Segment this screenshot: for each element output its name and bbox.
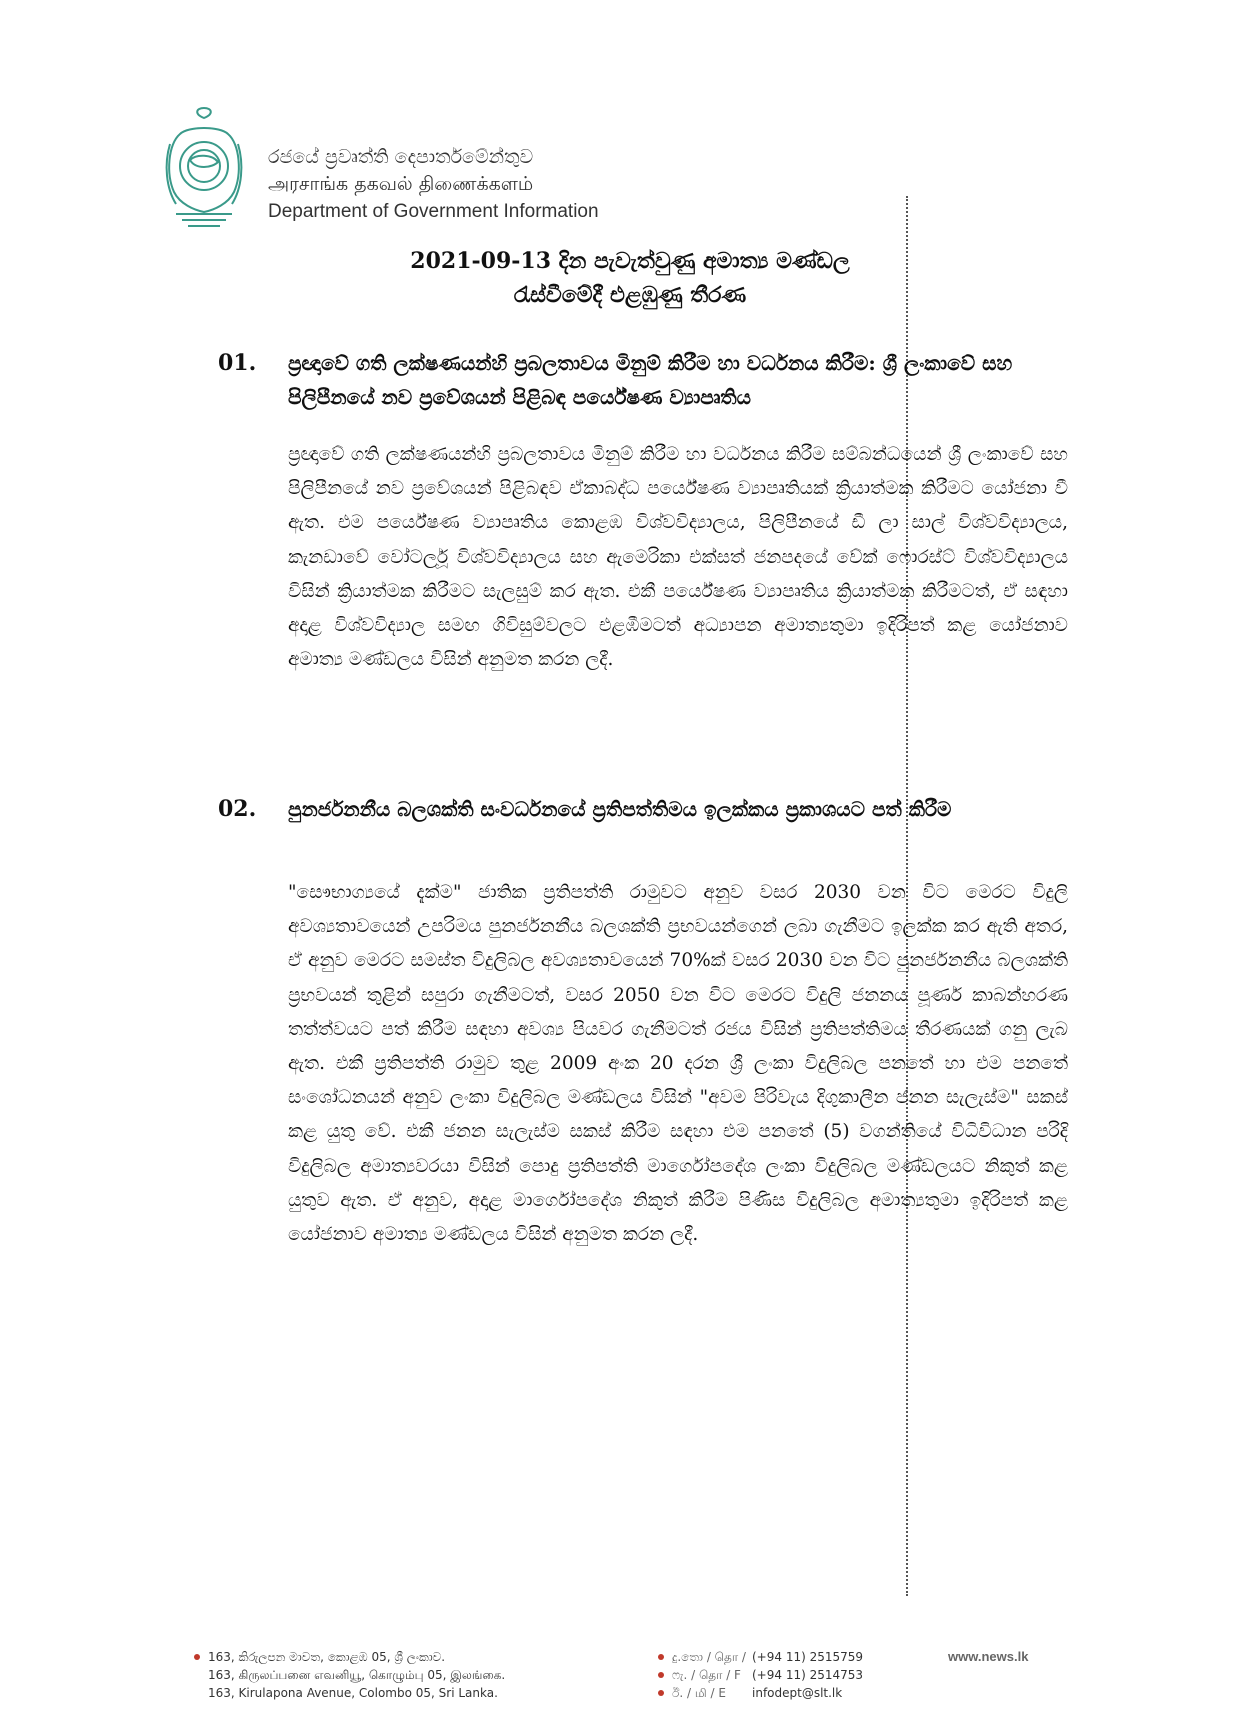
phone-number: (+94 11) 2515759 xyxy=(752,1650,864,1664)
address-english: 163, Kirulapona Avenue, Colombo 05, Sri Lanka. xyxy=(208,1686,498,1700)
bullet-dot-icon xyxy=(658,1672,664,1678)
bullet-dot-icon xyxy=(658,1654,664,1660)
document-title xyxy=(300,244,960,312)
bullet-spacer xyxy=(194,1690,200,1696)
footer-website: www.news.lk xyxy=(948,1649,1029,1664)
address-sinhala: 163, කිරුලපන මාවත, කොළඹ 05, ශ්‍රී ලංකාව. xyxy=(208,1650,446,1664)
item-heading: ප්‍රඥාවේ ගති ලක්ෂණයන්හි ප්‍රබලතාවය මිනුම් කිරීම හා වර්ධනය කිරීම: ශ්‍රී ලංකාවේ සහ පිලිපීනයේ නව ප්‍රවේශයන් පිළිබඳ පර්යේෂණ ව්‍යාපෘතිය xyxy=(288,351,1013,409)
bullet-dot-icon xyxy=(658,1690,664,1696)
department-name-english: Department of Government Information xyxy=(268,201,599,222)
footer-contacts xyxy=(658,1648,863,1702)
phone-label: දු.තො / தொ / xyxy=(672,1650,746,1664)
title-line-1: 2021-09-13 දින පැවැත්වුණු අමාත්‍ය මණ්ඩල xyxy=(410,248,850,274)
department-name-tamil: அரசாங்க தகவல் திணைக்களம் xyxy=(268,173,534,195)
item-body: ප්‍රඥාවේ ගති ලක්ෂණයන්හි ප්‍රබලතාවය මිනුම් කිරීම හා වර්ධනය කිරීම සම්බන්ධයෙන් ශ්‍රී ලංකාවේ සහ පිලිපීනයේ නව ප්‍රවේශයන් පිළිබඳව ඒකාබද්ධ පර්යේෂණ ව්‍යාපෘතියක් ක්‍රියාත්මක කිරීමට යෝජනා වී ඇත. එම පර්යේෂණ ව්‍යාපෘතිය කොළඹ විශ්වවිද්‍යාලය, පිලිපීනයේ ඩී ලා සාල් විශ්වවිද්‍යාලය, කැනඩාවේ වෝටර්ලූ විශ්වවිද්‍යාලය සහ ඇමෙරිකා එක්සත් ජනපදයේ වේක් ෆොරස්ට් විශ්වවිද්‍යාලය විසින් ක්‍රියාත්මක කිරීමට සැලසුම් කර ඇත. එකී පර්යේෂණ ව්‍යාපෘතිය ක්‍රියාත්මක කිරීමටත්, ඒ සඳහා අදාළ විශ්වවිද්‍යාල සමඟ ගිවිසුම්වලට එළඹීමටත් අධ්‍යාපන අමාත්‍යතුමා ඉදිරිපත් කළ යෝජනාව අමාත්‍ය මණ්ඩලය විසින් අනුමත කරන ලදී. xyxy=(288,444,1068,671)
item-number: 01. xyxy=(218,350,257,376)
fax-number: (+94 11) 2514753 xyxy=(752,1668,864,1682)
department-name-block xyxy=(268,144,599,225)
bullet-spacer xyxy=(194,1672,200,1678)
item-number: 02. xyxy=(218,796,257,822)
footer-address xyxy=(194,1648,505,1702)
email-label: ඊ. / மி / E xyxy=(672,1686,726,1700)
item-heading: පුනර්ජනනීය බලශක්ති සංවර්ධනයේ ප්‍රතිපත්තිමය ඉලක්කය ප්‍රකාශයට පත් කිරීම xyxy=(288,797,952,821)
fax-label: ෆැ. / தொ / F xyxy=(672,1668,741,1682)
bullet-dot-icon xyxy=(194,1654,200,1660)
email-address: infodept@slt.lk xyxy=(752,1686,843,1700)
department-name-sinhala: රජයේ ප්‍රවෘත්ති දෙපාර්තමේන්තුව xyxy=(268,146,534,168)
address-tamil: 163, கிருலப்பனை எவனியூ, கொழும்பு 05, இலங்கை. xyxy=(208,1668,506,1682)
item-body: "සෞභාග්‍යයේ දැක්ම" ජාතික ප්‍රතිපත්ති රාමුවට අනුව වසර 2030 වන විට මෙරට විදුලි අවශ්‍යතාවයෙන් උපරිමය පුනර්ජනනීය බලශක්ති ප්‍රභවයන්ගෙන් ලබා ගැනීමට ඉලක්ක කර ඇති අතර, ඒ අනුව මෙරට සමස්ත විදුලිබල අවශ්‍යතාවයෙන් 70%ක් වසර 2030 වන විට පුනර්ජනනීය බලශක්ති ප්‍රභවයන් තුළින් සපුරා ගැනීමටත්, වසර 2050 වන විට මෙරට විදුලි ජනනය පූර්ණ කාබන්හරණ තත්ත්වයට පත් කිරීම සඳහා අවශ්‍ය පියවර ගැනීමටත් රජය විසින් ප්‍රතිපත්තිමය තීරණයක් ගනු ලැබ ඇත. එකී ප්‍රතිපත්ති රාමුව තුළ 2009 අංක 20 දරන ශ්‍රී ලංකා විදුලිබල පනතේ හා එම පනතේ සංශෝධනයන් අනුව ලංකා විදුලිබල මණ්ඩලය විසින් "අවම පිරිවැය දිගුකාලීන ජනන සැලැස්ම" සකස් කළ යුතු වේ. එකී ජනන සැලැස්ම සකස් කිරීම සඳහා එම පනතේ (5) වගන්තියේ විධිවිධාන පරිදි විදුලිබල අමාත්‍යවරයා විසින් පොදු ප්‍රතිපත්ති මාර්ගෝපදේශ ලංකා විදුලිබල මණ්ඩලයට නිකුත් කළ යුතුව ඇත. ඒ අනුව, අදාළ මාර්ගෝපදේශ නිකුත් කිරීම පිණිස විදුලිබල අමාත්‍යතුමා ඉදිරිපත් කළ යෝජනාව අමාත්‍ය මණ්ඩලය විසින් අනුමත කරන ලදී. xyxy=(288,882,1068,1246)
title-line-2: රැස්වීමේදී එළඹුණු තීරණ xyxy=(513,282,747,308)
sri-lanka-emblem-logo xyxy=(160,104,248,232)
